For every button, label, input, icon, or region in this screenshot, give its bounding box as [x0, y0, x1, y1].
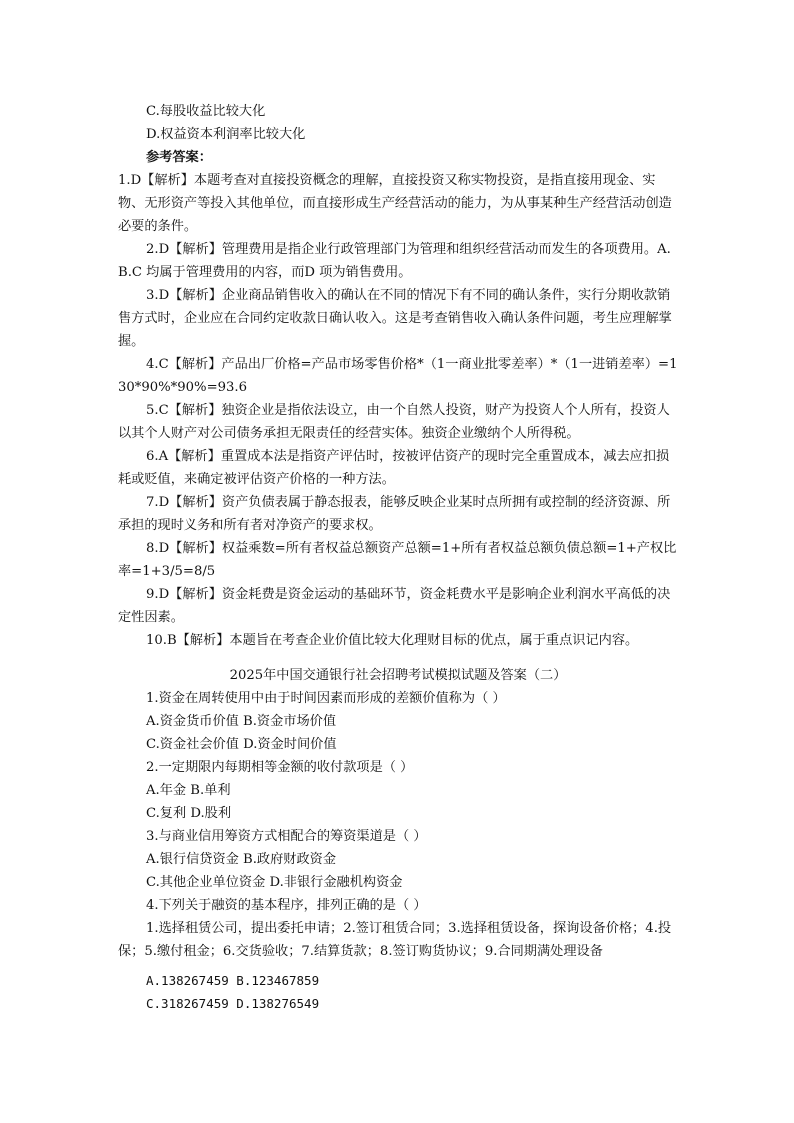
answer-2: 2.D【解析】管理费用是指企业行政管理部门为管理和组织经营活动而发生的各项费用。A.B.C 均属于管理费用的内容，而D 项为销售费用。 [118, 242, 671, 280]
answer-5: 5.C【解析】独资企业是指依法设立，由一个自然人投资，财产为投资人个人所有，投资人以其个人财产对公司债务承担无限责任的经营实体。独资企业缴纳个人所得税。 [118, 403, 670, 441]
answer-8: 8.D【解析】权益乘数=所有者权益总额资产总额=1+所有者权益总额负债总额=1+产权比率=1+3/5=8/5 [118, 541, 677, 579]
question-2-options-cd: C.复利 D.股利 [146, 806, 232, 821]
question-4-body: 1.选择租赁公司，提出委托申请；2.签订租赁合同；3.选择租赁设备，探询设备价格；4.投保；5.缴付租金；6.交货验收；7.结算货款；8.签订购货协议；9.合同期满处理设备 [118, 921, 672, 959]
answers-heading: 参考答案： [146, 150, 212, 165]
answer-9: 9.D【解析】资金耗费是资金运动的基础环节，资金耗费水平是影响企业利润水平高低的决定性因素。 [118, 587, 671, 625]
answer-3: 3.D【解析】企业商品销售收入的确认在不同的情况下有不同的确认条件，实行分期收款销售方式时，企业应在合同约定收款日确认收入。这是考查销售收入确认条件问题，考生应理解掌握。 [118, 288, 672, 349]
question-3-options-ab: A.银行信贷资金 B.政府财政资金 [146, 852, 337, 867]
question-4: 4.下列关于融资的基本程序，排列正确的是（ ） [146, 898, 427, 913]
question-3-options-cd: C.其他企业单位资金 D.非银行金融机构资金 [146, 875, 403, 890]
question-3: 3.与商业信用筹资方式相配合的筹资渠道是（ ） [146, 829, 427, 844]
question-1-options-ab: A.资金货币价值 B.资金市场价值 [146, 714, 337, 729]
question-4-options-cd: C.318267459 D.138276549 [146, 996, 320, 1011]
answer-10: 10.B【解析】本题旨在考查企业价值比较大化理财目标的优点，属于重点识记内容。 [146, 633, 639, 648]
option-d: D.权益资本利润率比较大化 [146, 127, 306, 142]
answer-1: 1.D【解析】本题考查对直接投资概念的理解，直接投资又称实物投资，是指直接用现金、实物、无形资产等投入其他单位，而直接形成生产经营活动的能力，为从事某种生产经营活动创造必要的条件。 [118, 173, 672, 234]
question-1-options-cd: C.资金社会价值 D.资金时间价值 [146, 737, 337, 752]
question-2: 2.一定期限内每期相等金额的收付款项是（ ） [146, 760, 414, 775]
document-page [118, 100, 678, 1015]
question-1: 1.资金在周转使用中由于时间因素而形成的差额价值称为（ ） [146, 691, 506, 706]
option-c: C.每股收益比较大化 [146, 104, 266, 119]
question-2-options-ab: A.年金 B.单利 [146, 783, 231, 798]
answer-6: 6.A【解析】重置成本法是指资产评估时，按被评估资产的现时完全重置成本，减去应扣损耗或贬值，来确定被评估资产价格的一种方法。 [118, 449, 670, 487]
answer-7: 7.D【解析】资产负债表属于静态报表，能够反映企业某时点所拥有或控制的经济资源、所承担的现时义务和所有者对净资产的要求权。 [118, 495, 671, 533]
question-4-options-ab: A.138267459 B.123467859 [146, 973, 320, 988]
answer-4: 4.C【解析】产品出厂价格=产品市场零售价格*（1一商业批零差率）*（1一进销差率）=130*90%*90%=93.6 [118, 357, 678, 395]
section-title: 2025年中国交通银行社会招聘考试模拟试题及答案（二） [229, 668, 567, 683]
